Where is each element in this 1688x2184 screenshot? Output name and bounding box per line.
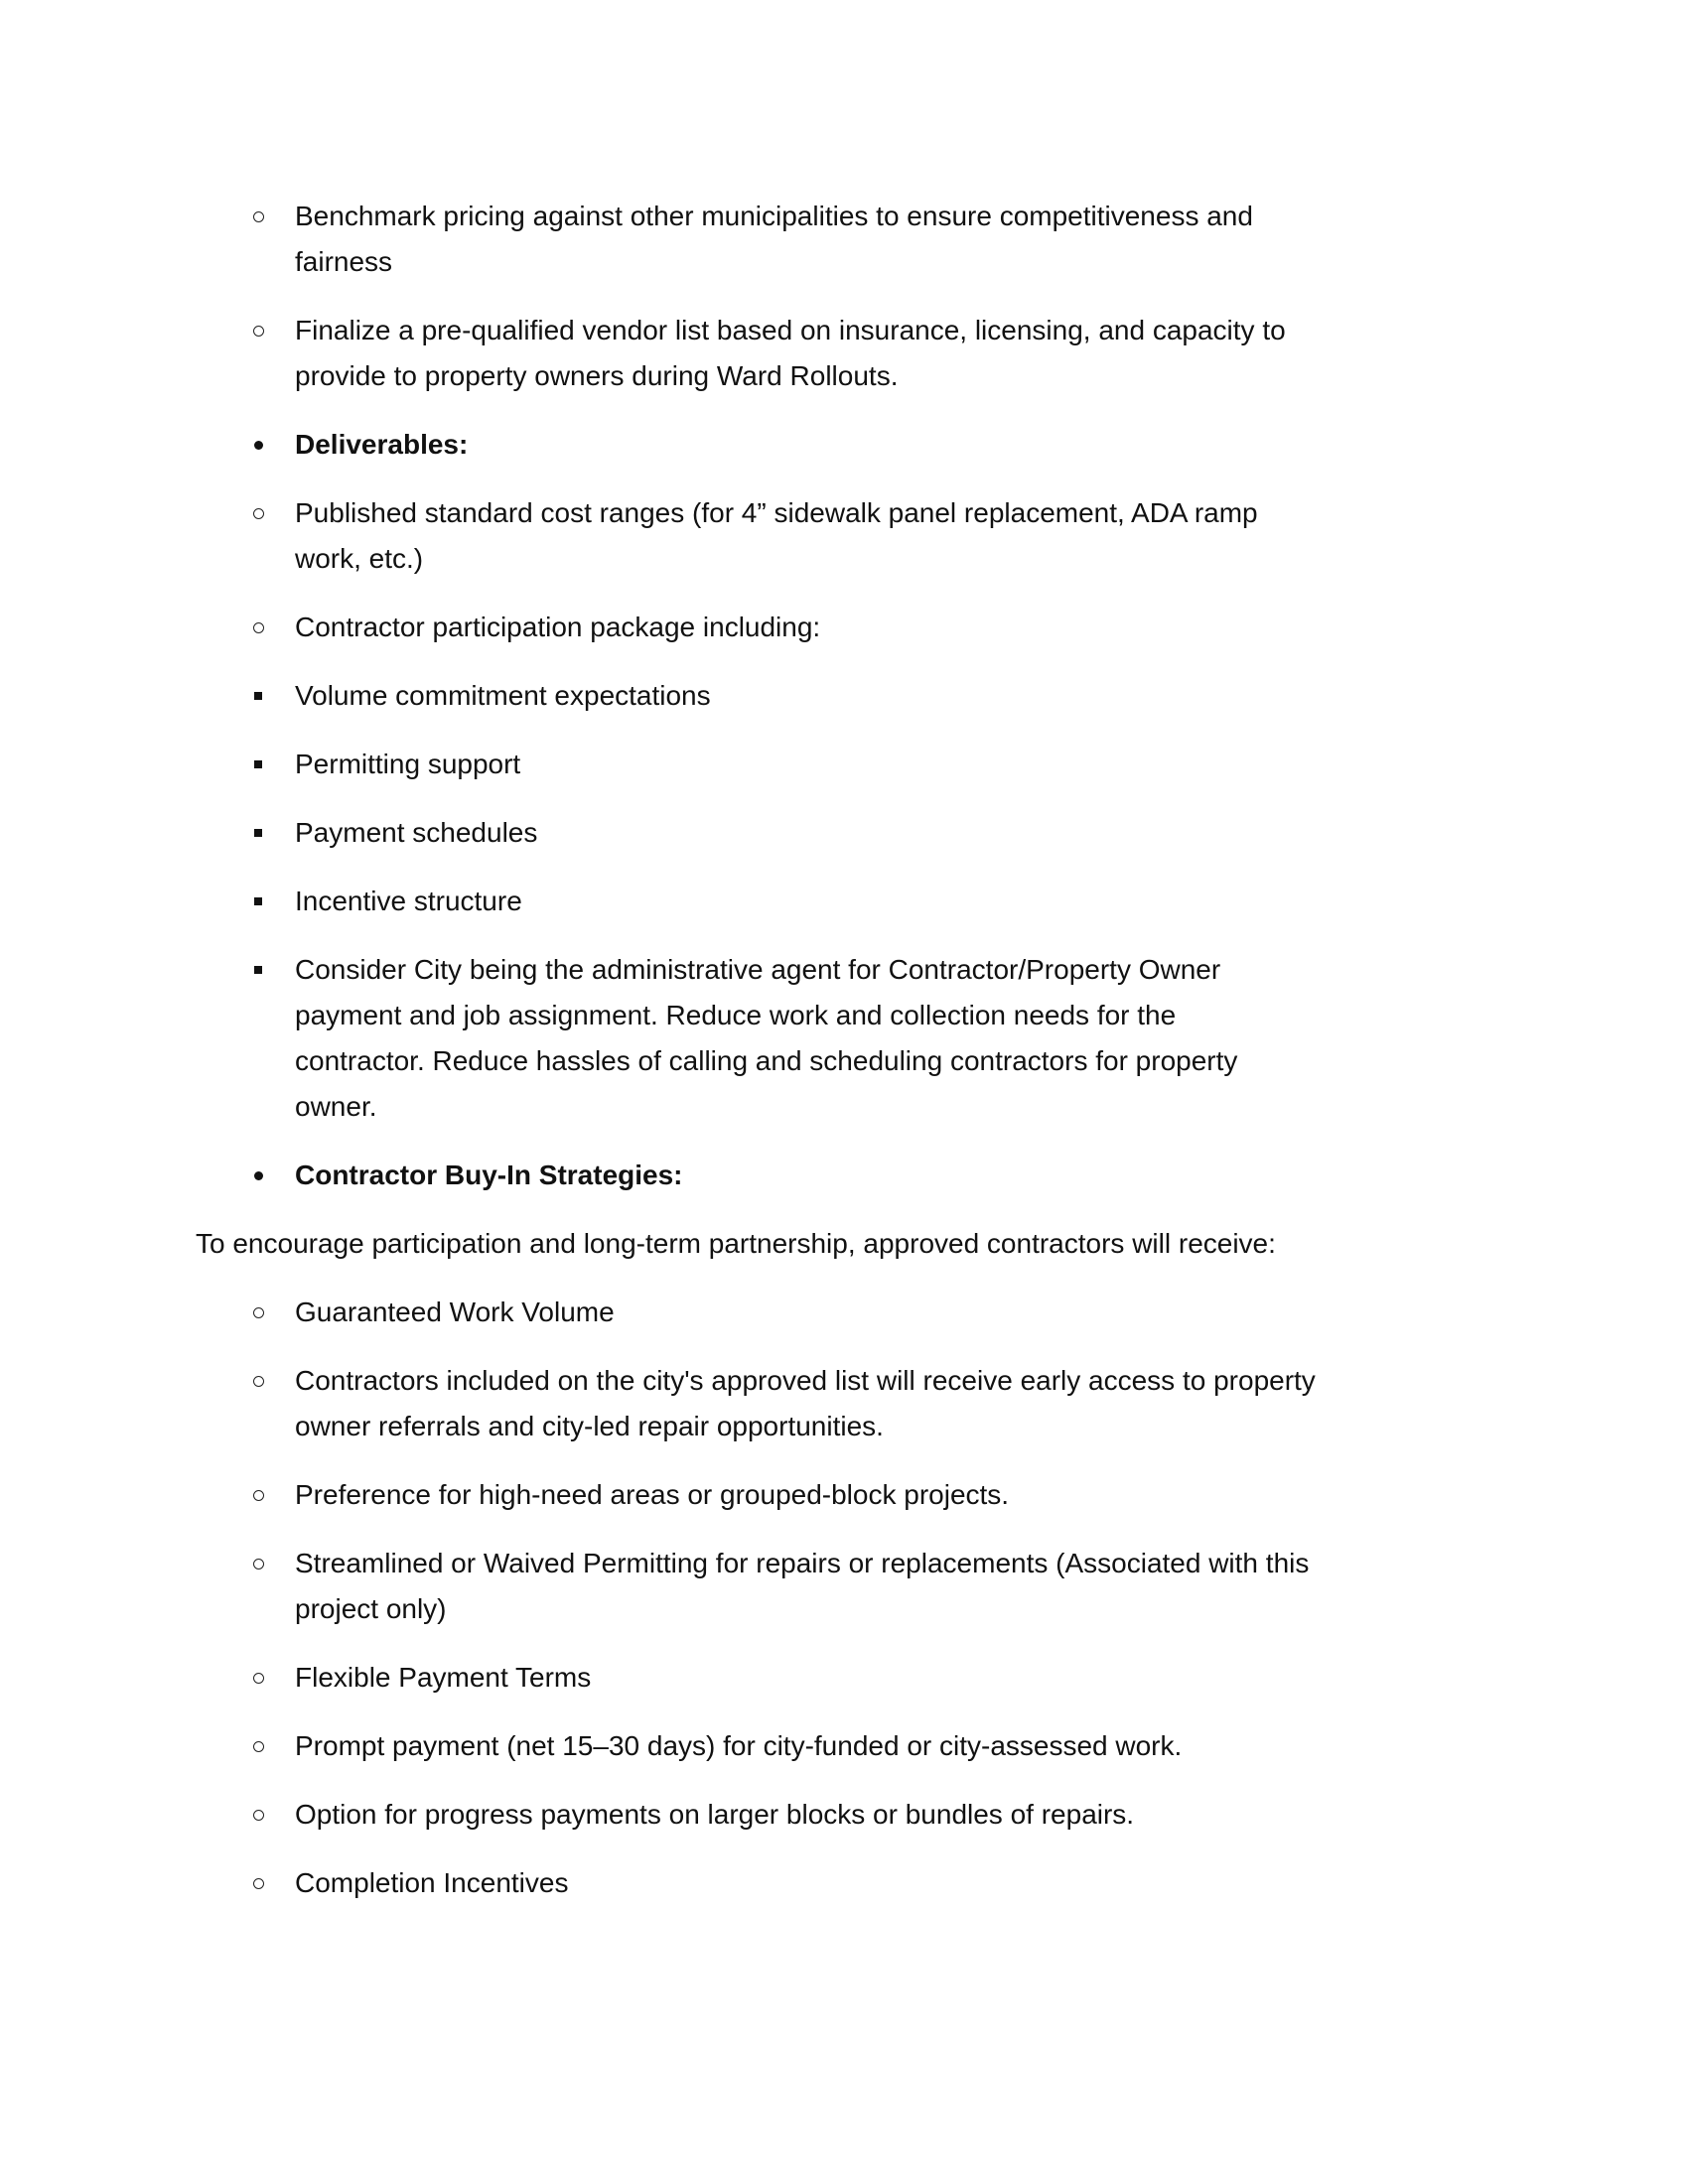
circle-bullet-icon xyxy=(252,194,264,239)
list-item xyxy=(0,673,1688,719)
bullet-bullet-icon xyxy=(252,422,264,468)
text-line: provide to property owners during Ward Rollouts. xyxy=(295,360,899,391)
list-item xyxy=(0,1655,1688,1701)
text-line: owner referrals and city-led repair opportunities. xyxy=(295,1411,884,1441)
text-line: Finalize a pre-qualified vendor list based on insurance, licensing, and capacity to xyxy=(295,315,1286,345)
circle-bullet-icon xyxy=(252,1792,264,1838)
text-line: project only) xyxy=(295,1593,447,1624)
text-line: owner. xyxy=(295,1091,377,1122)
square-bullet-icon xyxy=(252,879,264,924)
circle-bullet-icon xyxy=(252,1290,264,1335)
text-line: Consider City being the administrative agent for Contractor/Property Owner xyxy=(295,954,1221,985)
circle-bullet-icon xyxy=(252,1723,264,1769)
text-line: Preference for high-need areas or grouped-block projects. xyxy=(295,1479,1010,1510)
circle-bullet-icon xyxy=(252,1472,264,1518)
circle-bullet-icon xyxy=(252,1860,264,1906)
circle-bullet-icon xyxy=(252,605,264,650)
list-item xyxy=(0,1290,1688,1335)
list-item xyxy=(0,1541,1688,1632)
section-heading xyxy=(0,422,1688,468)
text-line: Benchmark pricing against other municipalities to ensure competitiveness and xyxy=(295,201,1253,231)
text-line: Flexible Payment Terms xyxy=(295,1662,592,1693)
paragraph xyxy=(0,1221,1688,1267)
text-line: To encourage participation and long-term partnership, approved contractors will receive: xyxy=(196,1228,1276,1259)
section-heading xyxy=(0,1153,1688,1198)
list-item xyxy=(0,879,1688,924)
list-item xyxy=(0,605,1688,650)
square-bullet-icon xyxy=(252,742,264,787)
document-body xyxy=(0,194,1688,1929)
circle-bullet-icon xyxy=(252,1655,264,1701)
square-bullet-icon xyxy=(252,947,264,993)
list-item xyxy=(0,947,1688,1130)
text-line: Streamlined or Waived Permitting for repairs or replacements (Associated with this xyxy=(295,1548,1310,1578)
text-line: Completion Incentives xyxy=(295,1867,569,1898)
list-item xyxy=(0,1472,1688,1518)
list-item xyxy=(0,1358,1688,1449)
text-line: payment and job assignment. Reduce work and collection needs for the xyxy=(295,1000,1177,1030)
text-line: Contractors included on the city's approved list will receive early access to property xyxy=(295,1365,1316,1396)
list-item xyxy=(0,742,1688,787)
text-line: Permitting support xyxy=(295,749,521,779)
text-line: contractor. Reduce hassles of calling and scheduling contractors for property xyxy=(295,1045,1238,1076)
square-bullet-icon xyxy=(252,810,264,856)
list-item xyxy=(0,308,1688,399)
text-line: fairness xyxy=(295,246,393,277)
text-line: work, etc.) xyxy=(295,543,424,574)
list-item xyxy=(0,1860,1688,1906)
list-item xyxy=(0,194,1688,285)
circle-bullet-icon xyxy=(252,308,264,353)
square-bullet-icon xyxy=(252,673,264,719)
text-line: Deliverables: xyxy=(295,429,469,460)
text-line: Option for progress payments on larger blocks or bundles of repairs. xyxy=(295,1799,1135,1830)
bullet-bullet-icon xyxy=(252,1153,264,1198)
text-line: Contractor participation package including: xyxy=(295,612,821,642)
text-line: Payment schedules xyxy=(295,817,538,848)
circle-bullet-icon xyxy=(252,490,264,536)
circle-bullet-icon xyxy=(252,1541,264,1586)
list-item xyxy=(0,490,1688,582)
text-line: Guaranteed Work Volume xyxy=(295,1297,615,1327)
list-item xyxy=(0,810,1688,856)
circle-bullet-icon xyxy=(252,1358,264,1404)
text-line: Prompt payment (net 15–30 days) for city-funded or city-assessed work. xyxy=(295,1730,1183,1761)
text-line: Incentive structure xyxy=(295,886,522,916)
text-line: Volume commitment expectations xyxy=(295,680,711,711)
list-item xyxy=(0,1723,1688,1769)
list-item xyxy=(0,1792,1688,1838)
text-line: Contractor Buy-In Strategies: xyxy=(295,1160,683,1190)
text-line: Published standard cost ranges (for 4” sidewalk panel replacement, ADA ramp xyxy=(295,497,1258,528)
